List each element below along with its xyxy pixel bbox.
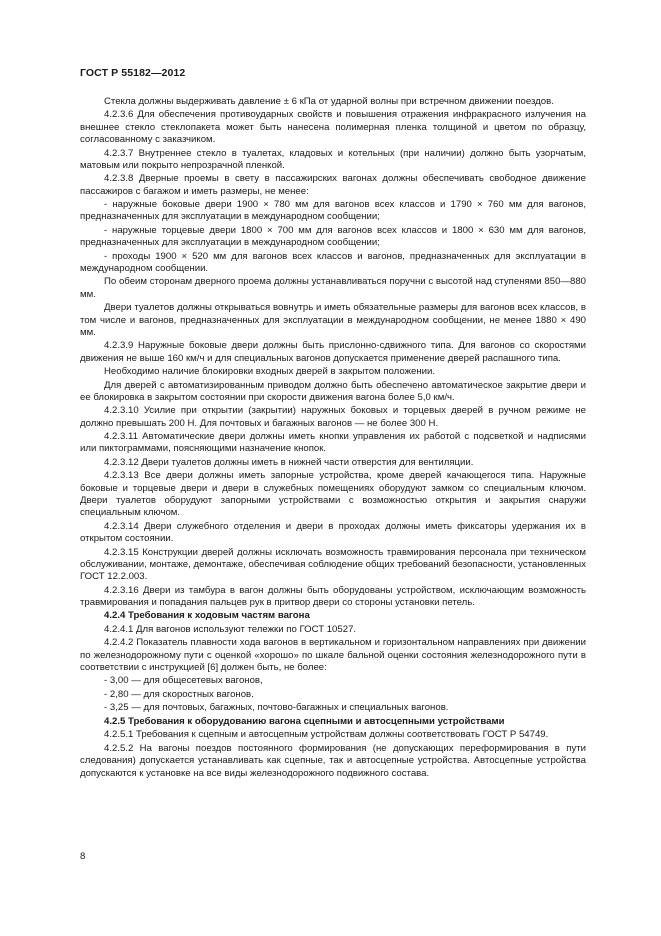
paragraph: Для дверей с автоматизированным приводом должно быть обеспечено автоматическое закрытие двери и ее блокировка в закрытом состоянии при скорости движения вагона более 5,0 км/ч. xyxy=(80,379,586,403)
paragraph: Двери туалетов должны открываться вовнутрь и иметь обязательные размеры для вагонов всех классов, в том числе и вагонов, предназначенных для эксплуатации в международном сообщении, не менее 1880 × 490 мм. xyxy=(80,302,586,338)
paragraph: Стекла должны выдерживать давление ± 6 кПа от ударной волны при встречном движении поездов. xyxy=(104,96,554,107)
paragraph: 4.2.3.12 Двери туалетов должны иметь в нижней части отверстия для вентиляции. xyxy=(104,456,474,468)
list-item: - 3,25 — для почтовых, багажных, почтово-багажных и специальных вагонов. xyxy=(104,702,449,714)
page-number: 8 xyxy=(80,851,86,862)
list-item: - проходы 1900 × 520 мм для вагонов всех классов и вагонов, предназначенных для эксплуатации в международном сообщении. xyxy=(80,250,586,274)
paragraph: 4.2.3.8 Дверные проемы в свету в пассажирских вагонах должны обеспечивать свободное движение пассажиров с багажом и иметь размеры, не менее: xyxy=(80,173,586,197)
paragraph: 4.2.5.2 На вагоны поездов постоянного формирования (не допускающих переформирования в пути следования) допускается устанавливать как сцепные, так и автосцепные устройства. Автосцепные устройства допускаются к установке на все виды железнодорожного подвижного состава. xyxy=(80,742,586,779)
paragraph: 4.2.3.11 Автоматические двери должны иметь кнопки управления их работой с подсветкой и надписями или пиктограммами, поясняющими назначение кнопок. xyxy=(80,431,586,455)
paragraph: 4.2.3.9 Наружные боковые двери должны быть прислонно-сдвижного типа. Для вагонов со скоростями движения не выше 160 км/ч и для специальных вагонов допускается применение дверей распашного типа. xyxy=(80,340,586,364)
paragraph: 4.2.3.6 Для обеспечения противоударных свойств и повышения отражения инфракрасного излучения на внешнее стекло стеклопакета может быть нанесена полимерная пленка толщиной и цветом по образцу, согласованному с заказчиком. xyxy=(80,109,586,146)
paragraph: 4.2.3.7 Внутреннее стекло в туалетах, кладовых и котельных (при наличии) должно быть узорчатым, матовым или покрыто непрозрачной пленкой. xyxy=(80,147,586,171)
paragraph: 4.2.3.10 Усилие при открытии (закрытии) наружных боковых и торцевых дверей в ручном режиме не должно превышать 200 Н. Для почтовых и багажных вагонов — не более 300 Н. xyxy=(80,405,586,429)
paragraph: 4.2.3.15 Конструкции дверей должны исключать возможность травмирования персонала при техническом обслуживании, монтаже, демонтаже, обеспечивая соблюдение общих требований безопасности, установленных ГОСТ 12.2.003. xyxy=(80,546,586,583)
list-item: - наружные торцевые двери 1800 × 700 мм для вагонов всех классов и 1800 × 630 мм для вагонов, предназначенных для эксплуатации в международном сообщении; xyxy=(80,224,586,249)
paragraph: 4.2.3.13 Все двери должны иметь запорные устройства, кроме дверей качающегося типа. Наружные боковые и торцевые двери и двери в служебных помещениях оборудуют замком со специальным ключом. Двери туалетов оборудуют запорными устройствами с возможностью открытия и закрытия снаружи специальным ключом. xyxy=(80,470,586,519)
section-heading: 4.2.5 Требования к оборудованию вагона сцепными и автосцепными устройствами xyxy=(104,715,505,727)
document-body xyxy=(80,96,586,781)
paragraph: 4.2.5.1 Требования к сцепным и автосцепным устройствам должны соответствовать ГОСТ Р 54749. xyxy=(104,729,549,741)
paragraph: 4.2.3.14 Двери служебного отделения и двери в проходах должны иметь фиксаторы удержания их в открытом состоянии. xyxy=(80,520,586,545)
document-header: ГОСТ Р 55182—2012 xyxy=(80,67,186,79)
list-item: - наружные боковые двери 1900 × 780 мм для вагонов всех классов и 1790 × 760 мм для вагонов, предназначенных для эксплуатации в международном сообщении; xyxy=(80,199,586,223)
paragraph: По обеим сторонам дверного проема должны устанавливаться поручни с высотой над ступенями 850—880 мм. xyxy=(80,276,586,300)
paragraph: 4.2.4.1 Для вагонов используют тележки по ГОСТ 10527. xyxy=(104,623,357,635)
paragraph: 4.2.3.16 Двери из тамбура в вагон должны быть оборудованы устройством, исключающим возможность травмирования и попадания пальцев рук в притвор двери со стороны установки петель. xyxy=(80,584,586,608)
list-item: - 3,00 — для общесетевых вагонов, xyxy=(104,675,263,687)
paragraph: 4.2.4.2 Показатель плавности хода вагонов в вертикальном и горизонтальном направлениях при движении по железнодорожному пути с оценкой «хорошо» по шкале бальной оценки состояния железнодорожного пути в соответствии с инструкцией [6] должен быть, не более: xyxy=(80,637,586,673)
list-item: - 2,80 — для скоростных вагонов. xyxy=(104,688,254,700)
paragraph: Необходимо наличие блокировки входных дверей в закрытом положении. xyxy=(104,366,436,378)
section-heading: 4.2.4 Требования к ходовым частям вагона xyxy=(104,610,310,622)
